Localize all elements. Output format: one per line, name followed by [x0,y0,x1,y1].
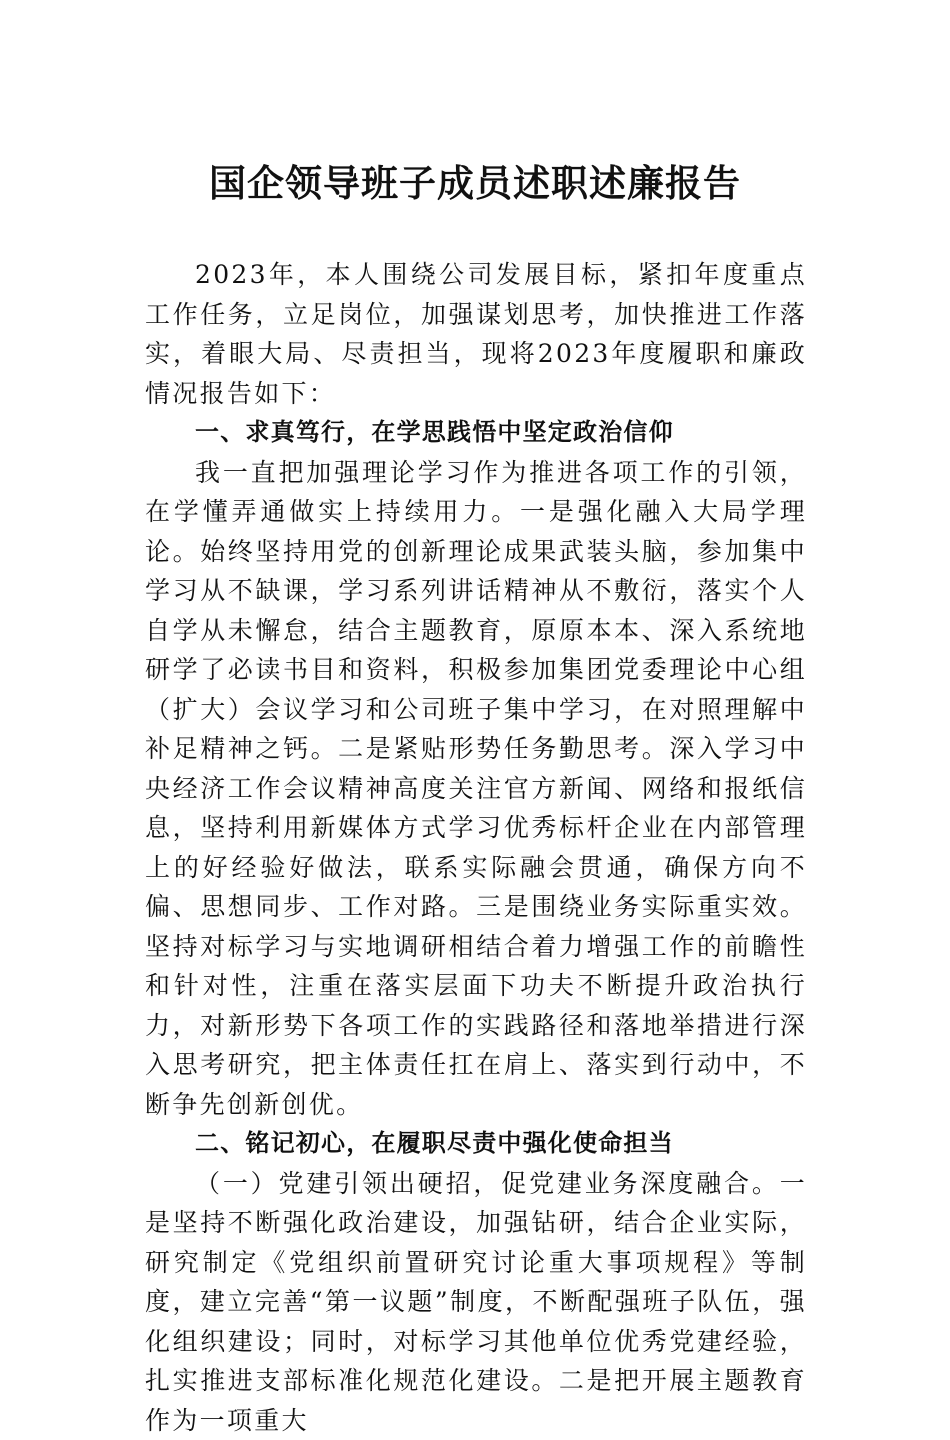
intro-paragraph: 2023年，本人围绕公司发展目标，紧扣年度重点工作任务，立足岗位，加强谋划思考，加快推进工作落实，着眼大局、尽责担当，现将2023年度履职和廉政情况报告如下： [145,255,807,413]
subsection-text-1: 一是坚持不断强化政治建设，加强钻研，结合企业实际，研究制定《党组织前置研究讨论重大事项规程》等制度，建立完善“第一议题”制度，不断配强班子队伍，强化组织建设；同时，对标学习其他单位优秀党建经验，扎实推进支部标准化规范化建设。二是把开展主题教育作为一项重大 [145,1169,807,1435]
subsection-lead-1: （一）党建引领出硬招，促党建业务深度融合。 [195,1169,780,1198]
document-body [145,255,807,1440]
subsection-paragraph-1 [145,1164,807,1440]
section-heading-2: 二、铭记初心，在履职尽责中强化使命担当 [145,1124,807,1164]
document-title: 国企领导班子成员述职述廉报告 [0,158,950,208]
section-paragraph-1: 我一直把加强理论学习作为推进各项工作的引领，在学懂弄通做实上持续用力。一是强化融入大局学理论。始终坚持用党的创新理论成果武装头脑，参加集中学习从不缺课，学习系列讲话精神从不敷衍，落实个人自学从未懈怠，结合主题教育，原原本本、深入系统地研学了必读书目和资料，积极参加集团党委理论中心组（扩大）会议学习和公司班子集中学习，在对照理解中补足精神之钙。二是紧贴形势任务勤思考。深入学习中央经济工作会议精神高度关注官方新闻、网络和报纸信息，坚持利用新媒体方式学习优秀标杆企业在内部管理上的好经验好做法，联系实际融会贯通，确保方向不偏、思想同步、工作对路。三是围绕业务实际重实效。坚持对标学习与实地调研相结合着力增强工作的前瞻性和针对性，注重在落实层面下功夫不断提升政治执行力，对新形势下各项工作的实践路径和落地举措进行深入思考研究，把主体责任扛在肩上、落实到行动中，不断争先创新创优。 [145,453,807,1125]
section-heading-1: 一、求真笃行，在学思践悟中坚定政治信仰 [145,413,807,453]
